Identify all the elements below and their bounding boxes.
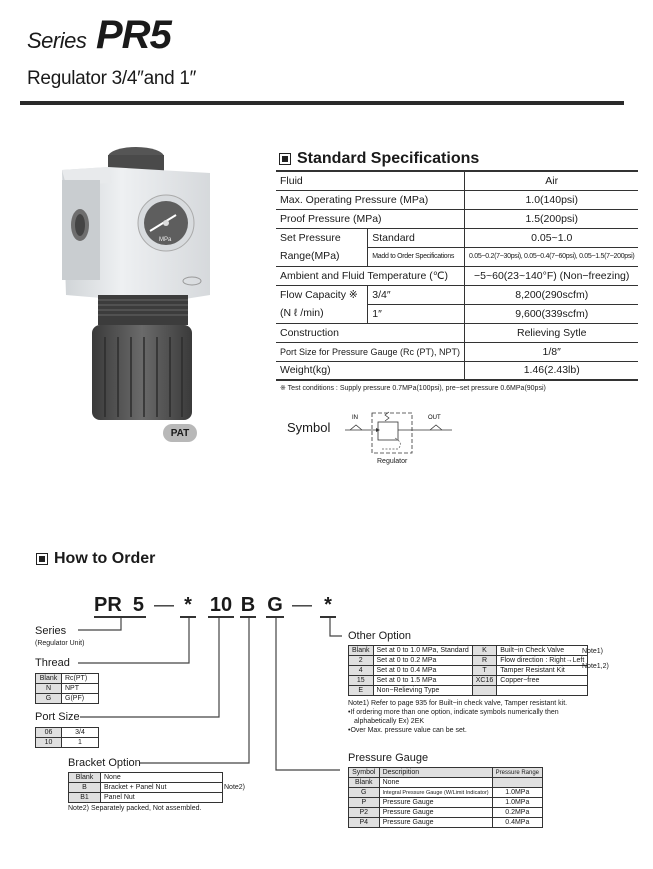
specs-title-text: Standard Specifications bbox=[297, 150, 480, 167]
spec-sublabel: 3/4″ bbox=[368, 285, 465, 304]
spec-sublabel: 1″ bbox=[368, 304, 465, 323]
code-port-size: 10 bbox=[209, 594, 233, 616]
table-row bbox=[349, 788, 543, 798]
patent-badge: PAT bbox=[163, 424, 197, 442]
port-size-label: Port Size bbox=[35, 711, 80, 723]
spec-value: 1.46(2.43lb) bbox=[465, 361, 639, 380]
svg-text:IN: IN bbox=[352, 415, 358, 421]
note-line: alphabetically Ex) 2EK bbox=[354, 718, 425, 725]
option-code: Blank bbox=[349, 778, 380, 788]
spec-value: 8,200(290scfm) bbox=[465, 285, 639, 304]
option-desc: Integral Pressure Gauge (W/Limit Indicator) bbox=[379, 788, 492, 798]
table-row bbox=[349, 656, 588, 666]
table-row bbox=[69, 773, 223, 783]
pressure-gauge-table bbox=[348, 767, 543, 828]
note-line: •Over Max. pressure value can be set. bbox=[348, 727, 467, 734]
option-desc: Pressure Gauge bbox=[379, 818, 492, 828]
table-row bbox=[349, 778, 543, 788]
bracket-table bbox=[68, 772, 223, 803]
code-other-option: * bbox=[320, 594, 336, 618]
table-row bbox=[69, 793, 223, 803]
option-desc: Panel Nut bbox=[101, 793, 223, 803]
option-range: 1.0MPa bbox=[492, 788, 542, 798]
option-code: R bbox=[472, 656, 497, 666]
table-row bbox=[349, 666, 588, 676]
code-dash-2: — bbox=[292, 594, 312, 616]
spec-label: Port Size for Pressure Gauge (Rc (PT), NPT) bbox=[276, 342, 465, 361]
bracket-side-note: Note2) bbox=[224, 784, 246, 791]
table-row bbox=[36, 694, 99, 704]
spec-label: Construction bbox=[276, 323, 465, 342]
spec-label: (N ℓ /min) bbox=[276, 304, 368, 323]
spec-label: Fluid bbox=[276, 171, 465, 190]
table-row bbox=[349, 808, 543, 818]
option-code: E bbox=[349, 686, 374, 696]
svg-text:MPa: MPa bbox=[159, 237, 172, 243]
page-subtitle: Regulator 3/4″and 1″ bbox=[27, 68, 197, 89]
option-code: Blank bbox=[36, 674, 62, 684]
other-option-notes bbox=[348, 699, 567, 735]
spec-value: 1.5(200psi) bbox=[465, 209, 639, 228]
option-desc: Bracket + Panel Nut bbox=[101, 783, 223, 793]
option-desc: Pressure Gauge bbox=[379, 808, 492, 818]
option-code: Blank bbox=[69, 773, 101, 783]
option-code: Blank bbox=[349, 646, 374, 656]
series-sublabel: (Regulator Unit) bbox=[35, 640, 85, 647]
option-desc: Tamper Resistant Kit bbox=[497, 666, 588, 676]
code-dash-1: — bbox=[154, 594, 174, 616]
option-desc: Flow direction : Right→Left bbox=[497, 656, 588, 666]
option-code: 06 bbox=[36, 728, 62, 738]
table-row bbox=[69, 783, 223, 793]
option-code: T bbox=[472, 666, 497, 676]
table-row bbox=[349, 646, 588, 656]
option-code: 4 bbox=[349, 666, 374, 676]
spec-value: Air bbox=[465, 171, 639, 190]
option-code: B1 bbox=[69, 793, 101, 803]
spec-label: Range(MPa) bbox=[276, 247, 368, 266]
bracket-note: Note2) Separately packed, Not assembled. bbox=[68, 805, 202, 812]
series-word: Series bbox=[27, 28, 87, 53]
option-code: B bbox=[69, 783, 101, 793]
option-desc: G(PF) bbox=[62, 694, 99, 704]
series-code: PR5 bbox=[96, 13, 171, 57]
option-code: N bbox=[36, 684, 62, 694]
code-pr: PR bbox=[94, 594, 122, 616]
code-thread: * bbox=[180, 594, 196, 618]
option-desc: Rc(PT) bbox=[62, 674, 99, 684]
svg-text:OUT: OUT bbox=[428, 415, 441, 421]
table-row bbox=[349, 798, 543, 808]
note-line: Note1) Refer to page 935 for Built−in check valve, Tamper resistant kit. bbox=[348, 700, 568, 707]
option-desc: Set at 0 to 1.5 MPa bbox=[373, 676, 472, 686]
column-header: Symbol bbox=[349, 768, 380, 778]
thread-table bbox=[35, 673, 99, 704]
spec-value: 1.0(140psi) bbox=[465, 190, 639, 209]
spec-label: Set Pressure bbox=[280, 231, 341, 244]
spec-value: −5~60(23~140°F) (Non−freezing) bbox=[465, 266, 639, 285]
column-header: Pressure Range bbox=[492, 768, 542, 778]
table-row bbox=[36, 674, 99, 684]
option-code: P bbox=[349, 798, 380, 808]
spec-label: Ambient and Fluid Temperature (℃) bbox=[276, 266, 465, 285]
table-row bbox=[349, 686, 588, 696]
spec-label: Flow Capacity ※ bbox=[280, 288, 358, 301]
spec-value: Relieving Sytle bbox=[465, 323, 639, 342]
spec-label: Proof Pressure (MPa) bbox=[276, 209, 465, 228]
spec-label: Max. Operating Pressure (MPa) bbox=[276, 190, 465, 209]
table-row bbox=[36, 738, 99, 748]
symbol-label: Symbol bbox=[287, 420, 331, 435]
spec-sublabel: Standard bbox=[368, 228, 465, 247]
option-desc: None bbox=[379, 778, 492, 788]
option-desc: NPT bbox=[62, 684, 99, 694]
option-desc: Pressure Gauge bbox=[379, 798, 492, 808]
option-desc: Built−in Check Valve bbox=[497, 646, 588, 656]
symbol-caption: Regulator bbox=[377, 458, 408, 465]
table-row bbox=[36, 728, 99, 738]
table-row bbox=[36, 684, 99, 694]
option-code: G bbox=[349, 788, 380, 798]
table-row bbox=[349, 818, 543, 828]
port-size-table bbox=[35, 727, 99, 748]
option-code: G bbox=[36, 694, 62, 704]
option-code bbox=[472, 686, 497, 696]
spec-value: 0.05~1.0 bbox=[465, 228, 639, 247]
option-range: 1.0MPa bbox=[492, 798, 542, 808]
spec-label: Weight(kg) bbox=[276, 361, 465, 380]
option-desc: None bbox=[101, 773, 223, 783]
option-desc bbox=[497, 686, 588, 696]
option-code: XC16 bbox=[472, 676, 497, 686]
option-range: 0.4MPa bbox=[492, 818, 542, 828]
code-bracket: B bbox=[240, 594, 256, 616]
spec-value: 9,600(339scfm) bbox=[465, 304, 639, 323]
option-desc: Non−Relieving Type bbox=[373, 686, 472, 696]
option-desc: Set at 0 to 0.4 MPa bbox=[373, 666, 472, 676]
bracket-option-label: Bracket Option bbox=[68, 757, 141, 769]
series-label: Series bbox=[35, 625, 67, 637]
order-title-text: How to Order bbox=[54, 550, 156, 567]
option-range: 0.2MPa bbox=[492, 808, 542, 818]
spec-sublabel: Madd to Order Specifications bbox=[368, 247, 465, 266]
spec-test-note: ※ Test conditions : Supply pressure 0.7MPa(100psi), pre−set pressure 0.6MPa(90psi) bbox=[280, 385, 546, 392]
spec-value: 0.05~0.2(7~30psi), 0.05~0.4(7~60psi), 0.05~1.5(7~200psi) bbox=[465, 247, 639, 266]
spec-value: 1/8″ bbox=[465, 342, 639, 361]
option-code: P4 bbox=[349, 818, 380, 828]
note-line: •If ordering more than one option, indicate symbols numerically then bbox=[348, 709, 559, 716]
option-desc: Set at 0 to 0.2 MPa bbox=[373, 656, 472, 666]
option-desc: 1 bbox=[62, 738, 99, 748]
other-option-side-note-2: Note1,2) bbox=[582, 663, 609, 670]
other-option-label: Other Option bbox=[348, 630, 411, 642]
column-header: Descripition bbox=[379, 768, 492, 778]
option-desc: 3/4 bbox=[62, 728, 99, 738]
option-range bbox=[492, 778, 542, 788]
other-option-side-note-1: Note1) bbox=[582, 648, 604, 655]
option-code: 2 bbox=[349, 656, 374, 666]
table-row bbox=[349, 676, 588, 686]
code-5: 5 bbox=[132, 594, 145, 616]
pressure-gauge-label: Pressure Gauge bbox=[348, 752, 429, 764]
option-desc: Set at 0 to 1.0 MPa, Standard bbox=[373, 646, 472, 656]
other-option-table bbox=[348, 645, 588, 696]
option-desc: Copper−free bbox=[497, 676, 588, 686]
table-header-row bbox=[349, 768, 543, 778]
thread-label: Thread bbox=[35, 657, 70, 669]
option-code: K bbox=[472, 646, 497, 656]
code-gauge: G bbox=[267, 594, 283, 616]
option-code: 15 bbox=[349, 676, 374, 686]
option-code: 10 bbox=[36, 738, 62, 748]
option-code: P2 bbox=[349, 808, 380, 818]
